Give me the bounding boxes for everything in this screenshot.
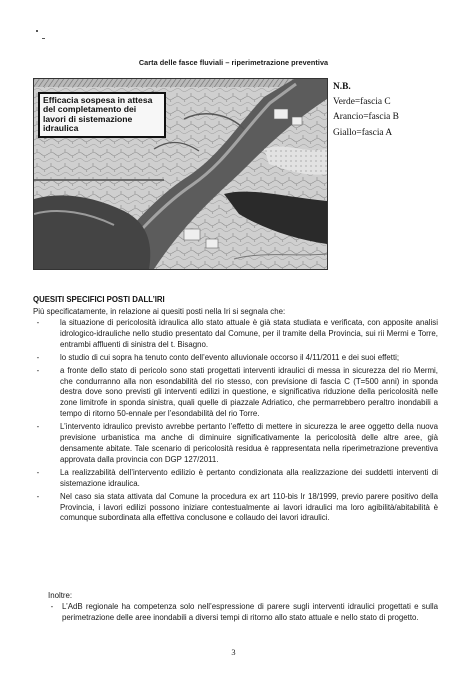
scan-speck — [36, 30, 38, 32]
map-callout: Efficacia sospesa in attesa del completamento dei lavori di sistemazione idraulica — [38, 92, 166, 138]
list-item — [33, 318, 438, 351]
legend-item-fascia-c: Verde=fascia C — [333, 97, 391, 108]
list-item-text: La realizzabilità dell’intervento edilizio è pertanto condizionata alla realizzazione dei suddetti interventi di sistemazione idraulica. — [60, 467, 438, 488]
inoltre-label: Inoltre: — [48, 591, 73, 600]
bullet-dash: - — [36, 491, 40, 501]
bullet-list — [33, 318, 438, 526]
list-item-text: Nel caso sia stata attivata dal Comune la procedura ex art 110-bis lr 18/1999, previo parere positivo della Provincia, i lavori edilizi possono iniziare contestualmente ai lavori idraulici ma loro agibilità/abitabilità è comunque subordinata alla effettiva conclusone e collaudo dei lavori idraulici. — [60, 491, 438, 523]
page-number: 3 — [231, 648, 236, 657]
list-item — [33, 492, 438, 525]
list-item — [33, 366, 438, 421]
bullet-dash: - — [36, 318, 40, 327]
bullet-dash: - — [36, 422, 40, 432]
legend-title: N.B. — [333, 82, 351, 92]
list-item — [33, 468, 438, 490]
section-title: QUESITI SPECIFICI POSTI DALL’IRI — [33, 295, 165, 304]
map-title: Carta delle fasce fluviali – riperimetrazione preventiva — [138, 58, 329, 67]
list-item — [33, 353, 438, 364]
bullet-dash: - — [50, 602, 54, 611]
legend-item-fascia-a: Giallo=fascia A — [333, 127, 393, 138]
list-item-text: L’intervento idraulico previsto avrebbe pertanto l’effetto di mettere in sicurezza le aree oggetto della nuova previsione urbanistica ma anche di diminuire significativamente la pericolosità delle altre aree, già densamente abitate. Tale scenario di pericolosità residua è rappresentata nella riperimetrazione preventiva approvata dalla provincia con DGP 127/2011. — [60, 422, 438, 464]
list-item-text: la situazione di pericolosità idraulica allo stato attuale è già stata studiata e verificata, con apposite analisi idrologico-idrauliche nello studio presentato dal Comune, per il tramite della Provincia, sui rii Mermi e Torre, entrambi affluenti di sinistra del t. Bisagno. — [60, 318, 438, 349]
bullet-dash: - — [36, 365, 40, 375]
list-item — [48, 602, 438, 624]
bullet-dash: - — [36, 352, 40, 362]
scan-speck — [42, 38, 45, 39]
map-legend — [333, 80, 399, 141]
bullet-list-secondary — [48, 602, 438, 624]
intro-paragraph: Più specificatamente, in relazione ai quesiti posti nella Iri si segnala che: — [33, 307, 286, 316]
list-item-text: L’AdB regionale ha competenza solo nell’espressione di parere sugli interventi idraulici progettati e sulla perimetrazione delle aree inondabili a diversi tempi di ritorno allo stato attuale e nello stato di progetto. — [62, 602, 438, 622]
legend-item-fascia-b: Arancio=fascia B — [333, 112, 399, 123]
flood-zone-map — [33, 78, 328, 270]
list-item-text: lo studio di cui sopra ha tenuto conto dell’evento alluvionale occorso il 4/11/2011 e dei suoi effetti; — [60, 352, 400, 362]
bullet-dash: - — [36, 467, 40, 477]
list-item-text: a fronte dello stato di pericolo sono stati progettati interventi idraulici di messa in sicurezza del rio Mermi, che condurranno alla non esondabilità del rio stesso, con previsione di fascia C (T=500 anni) in sponda destra dove sono previsti gli interventi edilizi in questione, e significativa riduzione della pericolosità nelle zone limitrofe in sponda sinistra, quali quelle di piazzale Adriatico, che permarrebbero peraltro inondabili a tempo di ritorno 50-ennale per l’esondabilità del rio Torre. — [60, 365, 438, 419]
list-item — [33, 422, 438, 466]
